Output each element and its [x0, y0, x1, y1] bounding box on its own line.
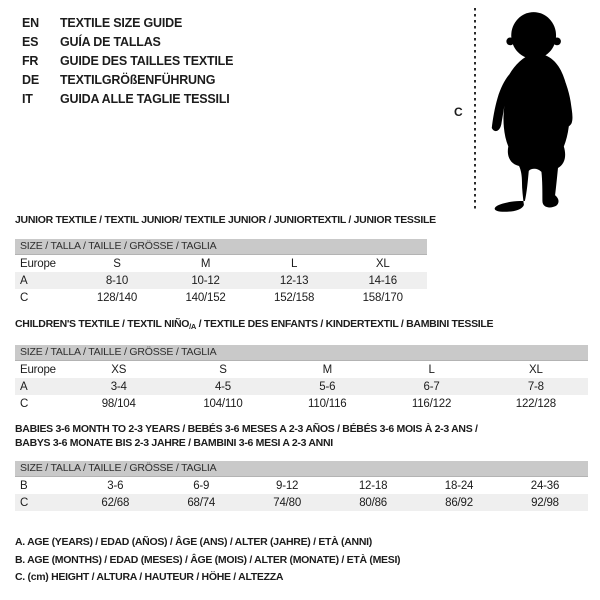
cell: 110/116	[308, 397, 347, 410]
cell: S	[219, 363, 227, 376]
cell: 122/128	[515, 397, 556, 410]
row-label: C	[15, 494, 72, 511]
cell: 12-18	[358, 479, 388, 492]
language-code: ES	[22, 35, 39, 49]
cell: XL	[529, 363, 543, 376]
cell: 92/98	[502, 494, 588, 511]
title-part: / TEXTILE DES ENFANTS / KINDERTEXTIL / BAMBINI TESSILE	[196, 318, 494, 330]
language-title: GUIDE DES TAILLES TEXTILE	[60, 54, 234, 68]
cell: 152/158	[274, 291, 315, 304]
cell: 80/86	[330, 494, 416, 511]
cell: 74/80	[244, 494, 330, 511]
footnotes	[15, 534, 400, 587]
language-row-it	[22, 90, 233, 109]
size-header-bar: SIZE / TALLA / TAILLE / GRÖSSE / TAGLIA	[15, 345, 588, 361]
section-junior-title: JUNIOR TEXTILE / TEXTIL JUNIOR/ TEXTILE JUNIOR / JUNIORTEXTIL / JUNIOR TESSILE	[15, 214, 436, 226]
table-row	[15, 272, 427, 289]
cell: 10-12	[161, 272, 250, 289]
cell: 14-16	[338, 272, 427, 289]
cell: M	[200, 257, 211, 270]
cell: 8-10	[73, 272, 162, 289]
language-title: TEXTILE SIZE GUIDE	[60, 16, 183, 30]
footnote-a: A. AGE (YEARS) / EDAD (AÑOS) / ÂGE (ANS) / ALTER (JAHRE) / ETÀ (ANNI)	[15, 536, 372, 548]
language-title: TEXTILGRÖßENFÜHRUNG	[60, 73, 216, 87]
language-row-fr	[22, 52, 233, 71]
cell: S	[113, 257, 121, 270]
cell: 4-5	[171, 378, 275, 395]
cell: 12-13	[250, 272, 339, 289]
cell: L	[291, 257, 298, 270]
row-label: Europe	[20, 257, 56, 270]
language-legend	[22, 14, 233, 109]
cell: 9-12	[276, 479, 299, 492]
language-code: FR	[22, 54, 39, 68]
section-babies	[15, 422, 588, 511]
table-row	[15, 395, 588, 412]
table-row	[15, 378, 588, 395]
cell: 3-4	[67, 378, 171, 395]
language-row-en	[22, 14, 233, 33]
language-code: DE	[22, 73, 39, 87]
language-title: GUÍA DE TALLAS	[60, 35, 161, 49]
size-header-bar: SIZE / TALLA / TAILLE / GRÖSSE / TAGLIA	[15, 461, 588, 477]
row-label: B	[20, 479, 28, 492]
children-size-table	[15, 361, 588, 412]
cell: 86/92	[416, 494, 502, 511]
cell: 68/74	[158, 494, 244, 511]
cell: 158/170	[362, 291, 403, 304]
height-measure-label: C	[454, 105, 463, 119]
language-row-es	[22, 33, 233, 52]
junior-size-table	[15, 255, 427, 306]
title-line-2: BABYS 3-6 MONATE BIS 2-3 JAHRE / BAMBINI 3-6 MESI A 2-3 ANNI	[15, 437, 333, 449]
row-label: Europe	[20, 363, 56, 376]
section-children	[15, 318, 588, 412]
footnote-c: C. (cm) HEIGHT / ALTURA / HAUTEUR / HÖHE / ALTEZZA	[15, 571, 284, 583]
cell: 98/104	[101, 397, 136, 410]
cell: 24-36	[530, 479, 560, 492]
title-part-subscript: /A	[189, 322, 197, 331]
cell: M	[322, 363, 332, 376]
cell: 6-9	[193, 479, 210, 492]
section-children-title	[15, 318, 588, 333]
cell: 3-6	[107, 479, 124, 492]
language-row-de	[22, 71, 233, 90]
table-row	[15, 255, 427, 272]
cell: L	[428, 363, 435, 376]
title-part: CHILDREN'S TEXTILE / TEXTIL NIÑO	[15, 318, 190, 330]
cell: 7-8	[484, 378, 588, 395]
spacer	[15, 450, 588, 461]
table-row	[15, 289, 427, 306]
cell: 18-24	[444, 479, 474, 492]
cell: 5-6	[275, 378, 379, 395]
section-babies-title	[15, 422, 588, 450]
table-row	[15, 361, 588, 378]
title-line-1: BABIES 3-6 MONTH TO 2-3 YEARS / BEBÉS 3-6 MESES A 2-3 AÑOS / BÉBÉS 3-6 MOIS À 2-3 ANS /	[15, 423, 478, 435]
language-title: GUIDA ALLE TAGLIE TESSILI	[60, 92, 230, 106]
cell: 116/122	[411, 397, 452, 410]
language-code: EN	[22, 16, 39, 30]
babies-size-table	[15, 477, 588, 511]
row-label: C	[20, 397, 29, 410]
cell: 6-7	[379, 378, 483, 395]
table-row	[15, 494, 588, 511]
cell: 140/152	[185, 291, 226, 304]
footnote-b: B. AGE (MONTHS) / EDAD (MESES) / ÂGE (MOIS) / ALTER (MONATE) / ETÀ (MESI)	[15, 553, 401, 566]
baby-silhouette-icon	[483, 8, 595, 212]
section-junior	[15, 214, 436, 306]
cell: 128/140	[96, 291, 138, 304]
height-dashed-line	[474, 8, 476, 212]
row-label: A	[15, 378, 67, 395]
cell: XL	[375, 257, 390, 270]
cell: XS	[111, 363, 127, 376]
cell: 62/68	[72, 494, 158, 511]
row-label: C	[20, 291, 29, 304]
row-label: A	[15, 272, 73, 289]
cell: 104/110	[203, 397, 243, 410]
table-row	[15, 477, 588, 494]
size-header-bar: SIZE / TALLA / TAILLE / GRÖSSE / TAGLIA	[15, 239, 427, 255]
language-code: IT	[22, 92, 33, 106]
